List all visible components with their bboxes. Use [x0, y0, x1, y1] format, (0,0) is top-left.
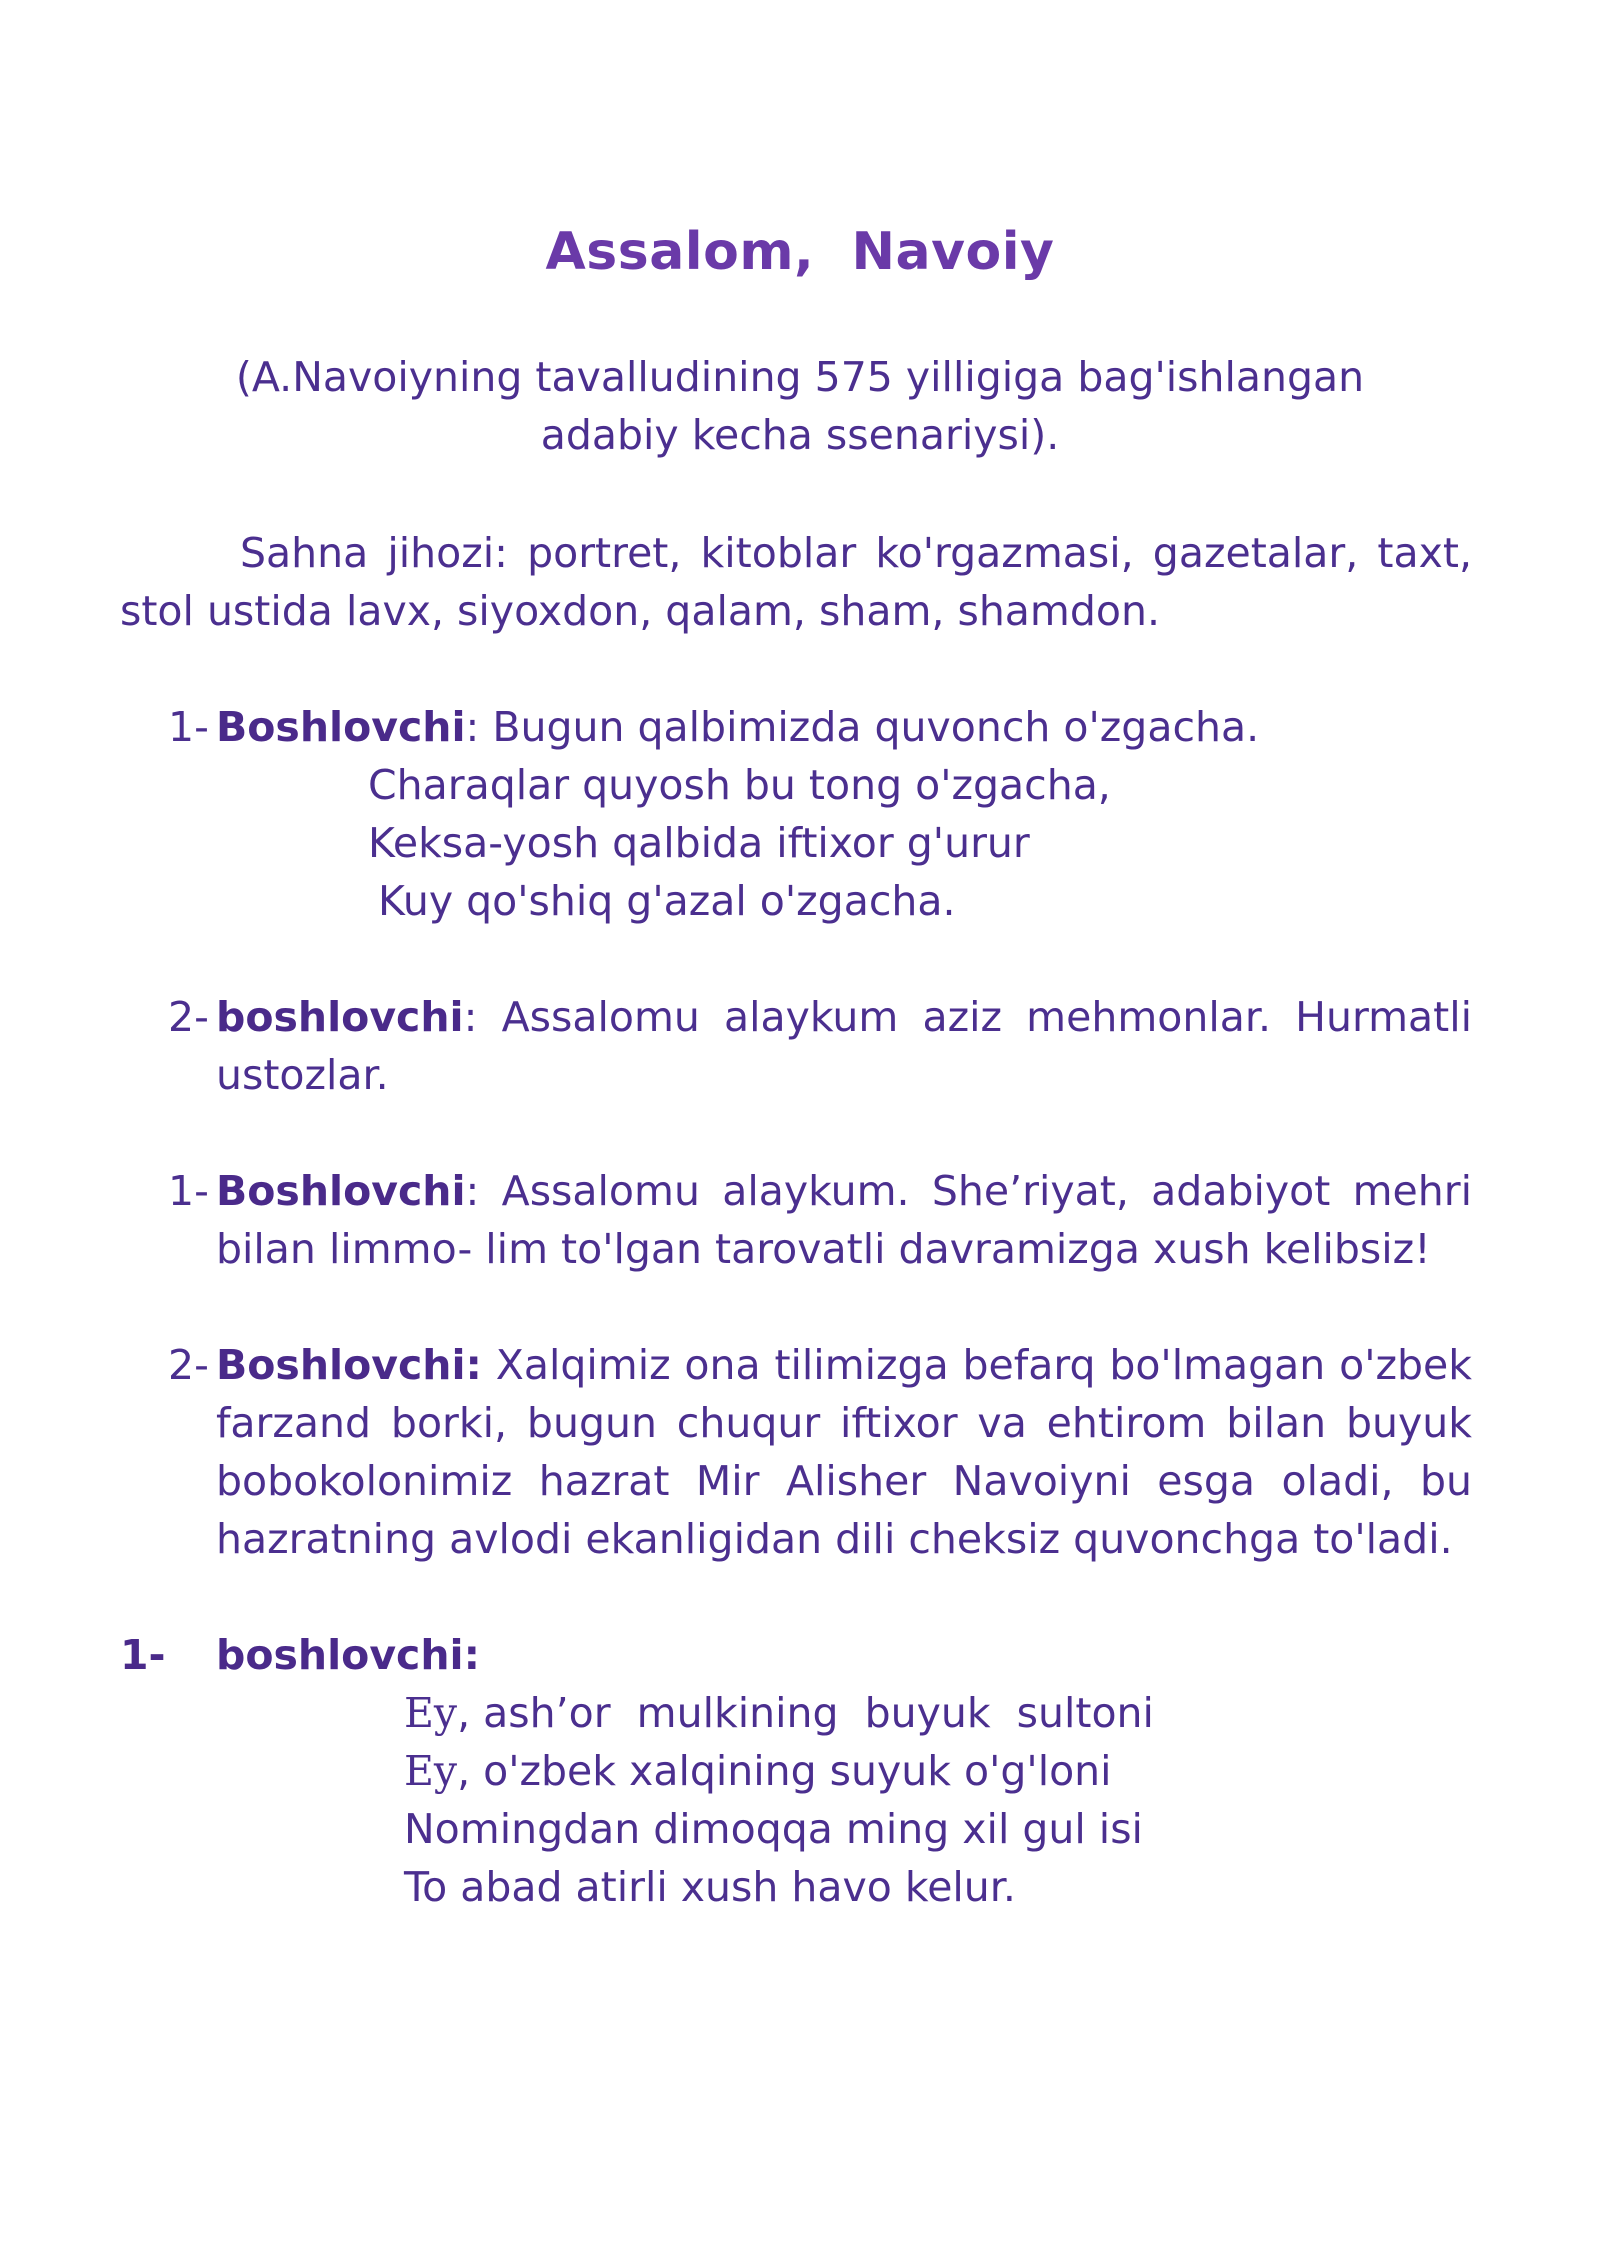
speaker-label: Boshlovchi	[216, 1167, 466, 1215]
verse-text: , o'zbek xalqining suyuk o'g'loni	[457, 1747, 1112, 1795]
verse-line: Kuy qo'shiq g'azal o'zgacha.	[378, 877, 956, 925]
speech-paragraph	[216, 988, 1472, 1104]
verse-line: Nomingdan dimoqqa ming xil gul isi	[404, 1805, 1143, 1853]
speaker-label: Boshlovchi:	[216, 1341, 482, 1389]
speaker-number: 2-	[168, 1341, 209, 1389]
speaker-number: 2-	[168, 993, 209, 1041]
speaker-label: boshlovchi:	[216, 1631, 480, 1679]
subtitle-line: adabiy kecha ssenariysi).	[540, 411, 1060, 459]
verse-line	[404, 1742, 1112, 1800]
speech-block-5	[0, 1626, 1600, 1926]
speech-text: Assalomu alaykum aziz mehmonlar. Hurmatli ustozlar.	[216, 993, 1472, 1099]
speaker-label: boshlovchi	[216, 993, 464, 1041]
speaker-label: Boshlovchi	[216, 703, 466, 751]
verse-line	[216, 698, 1259, 756]
stage-props-paragraph: Sahna jihozi: portret, kitoblar ko'rgazmasi, gazetalar, taxt, stol ustida lavx, siyoxdon, qalam, sham, shamdon.	[120, 529, 1472, 635]
speaker-number: 1-	[168, 703, 209, 751]
verse-text: Bugun qalbimizda quvonch o'zgacha.	[479, 703, 1260, 751]
speaker-colon: :	[465, 1167, 480, 1215]
verse-text: Ey	[404, 1689, 458, 1737]
subtitle-line: (A.Navoiyning tavalludining 575 yilligiga bag'ishlangan	[235, 353, 1365, 401]
verse-text: Ey	[404, 1747, 458, 1795]
speech-paragraph	[216, 1162, 1472, 1278]
speech-block-2	[0, 988, 1600, 1108]
speaker-colon: :	[463, 993, 478, 1041]
verse-line: To abad atirli xush havo kelur.	[404, 1863, 1016, 1911]
verse-line	[404, 1684, 1154, 1742]
document-subtitle	[200, 348, 1400, 464]
speech-block-3	[0, 1162, 1600, 1282]
speaker-number: 1-	[168, 1167, 209, 1215]
document-title: Assalom, Navoiy	[545, 222, 1055, 282]
verse-line: Charaqlar quyosh bu tong o'zgacha,	[368, 761, 1111, 809]
speech-paragraph	[216, 1336, 1472, 1568]
speech-text: Assalomu alaykum. She’riyat, adabiyot mehri bilan limmo- lim to'lgan tarovatli davramizga xush kelibsiz!	[216, 1167, 1472, 1273]
speech-text: Xalqimiz ona tilimizga befarq bo'lmagan o'zbek farzand borki, bugun chuqur iftixor va ehtirom bilan buyuk bobokolonimiz hazrat Mir Alisher Navoiyni esga oladi, bu hazratning avlodi ekanligidan dili cheksiz quvonchga to'ladi.	[216, 1341, 1472, 1563]
speech-block-1	[0, 698, 1600, 938]
speaker-colon: :	[465, 703, 480, 751]
speaker-number: 1-	[120, 1631, 166, 1679]
verse-text: , ash’or mulkining buyuk sultoni	[457, 1689, 1154, 1737]
speech-block-4	[0, 1336, 1600, 1576]
verse-line: Keksa-yosh qalbida iftixor g'urur	[368, 819, 1030, 867]
